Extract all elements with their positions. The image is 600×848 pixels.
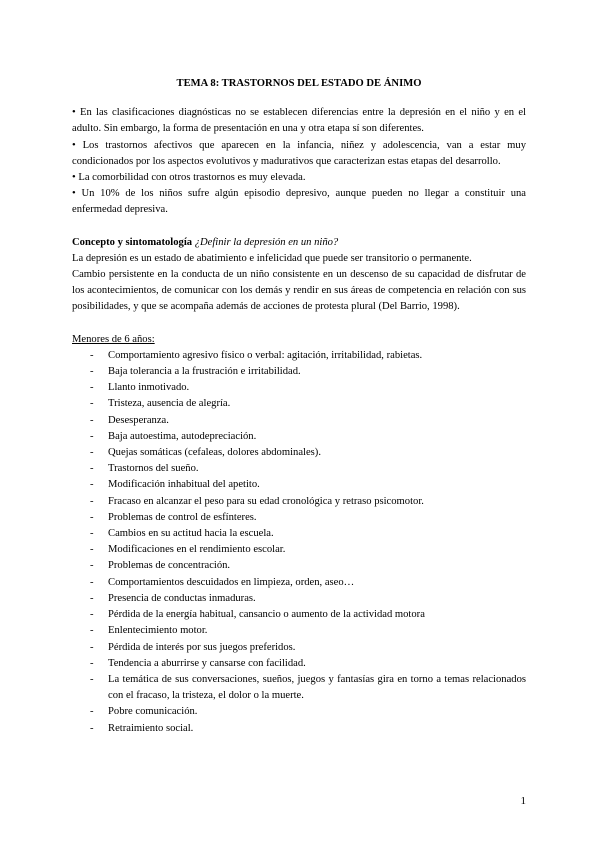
list-item-text: Tendencia a aburrirse y cansarse con facilidad.	[108, 657, 306, 669]
dash-marker: -	[90, 511, 94, 523]
dash-marker: -	[90, 592, 94, 604]
list-item-text: Baja tolerancia a la frustración e irritabilidad.	[108, 366, 301, 378]
dash-marker: -	[90, 463, 94, 475]
dash-marker: -	[90, 544, 94, 556]
list-item-text: Desesperanza.	[108, 414, 169, 426]
list-item	[72, 526, 526, 542]
dash-marker: -	[90, 673, 94, 685]
list-item-text: Quejas somáticas (cefaleas, dolores abdominales).	[108, 447, 321, 459]
section-heading-bold: Concepto y sintomatología	[72, 236, 193, 248]
page-number: 1	[520, 795, 526, 807]
list-item	[72, 348, 526, 364]
definition-paragraph: La depresión es un estado de abatimiento e infelicidad que puede ser transitorio o permanente.	[72, 252, 472, 264]
dash-marker: -	[90, 366, 94, 378]
list-item-text: La temática de sus conversaciones, sueños, juegos y fantasías gira en torno a temas relacionados con el fracaso, la tristeza, el dolor o la muerte.	[108, 673, 526, 702]
list-item	[72, 494, 526, 510]
intro-bullet: • En las clasificaciones diagnósticas no se establecen diferencias entre la depresión en el niño y en el adulto. Sin embargo, la forma de presentación en una y otra etapa sí son diferentes.	[72, 107, 526, 135]
document-page	[72, 76, 526, 737]
list-item-text: Fracaso en alcanzar el peso para su edad cronológica y retraso psicomotor.	[108, 495, 424, 507]
list-item-text: Pérdida de la energía habitual, cansancio o aumento de la actividad motora	[108, 609, 425, 621]
list-item-text: Comportamiento agresivo físico o verbal: agitación, irritabilidad, rabietas.	[108, 349, 423, 361]
intro-bullet: • La comorbilidad con otros trastornos es muy elevada.	[72, 172, 306, 184]
dash-marker: -	[90, 382, 94, 394]
list-item	[72, 380, 526, 396]
list-item	[72, 364, 526, 380]
dash-marker: -	[90, 414, 94, 426]
subsection-title	[72, 332, 526, 348]
dash-marker: -	[90, 576, 94, 588]
dash-marker: -	[90, 349, 94, 361]
definition-paragraph: Cambio persistente en la conducta de un niño consistente en un descenso de su capacidad de disfrutar de los acontecimientos, de comunicar con los demás y rendir en sus áreas de competencia en relación con sus posibilidades, y que se acompaña además de acciones de protesta plural (Del Barrio, 1998).	[72, 269, 526, 313]
dash-marker: -	[90, 495, 94, 507]
section-heading	[72, 235, 526, 251]
list-item	[72, 704, 526, 720]
list-item-text: Tristeza, ausencia de alegría.	[108, 398, 231, 410]
list-item	[72, 721, 526, 737]
dash-marker: -	[90, 722, 94, 734]
list-item	[72, 656, 526, 672]
list-item	[72, 396, 526, 412]
dash-marker: -	[90, 398, 94, 410]
list-item-text: Baja autoestima, autodepreciación.	[108, 430, 257, 442]
list-item	[72, 623, 526, 639]
list-item	[72, 575, 526, 591]
symptom-list	[72, 348, 526, 737]
dash-marker: -	[90, 447, 94, 459]
list-item	[72, 461, 526, 477]
list-item	[72, 413, 526, 429]
dash-marker: -	[90, 560, 94, 572]
list-item-text: Pobre comunicación.	[108, 706, 198, 718]
dash-marker: -	[90, 430, 94, 442]
intro-bullet: • Un 10% de los niños sufre algún episodio depresivo, aunque pueden no llegar a constituir una enfermedad depresiva.	[72, 188, 526, 216]
dash-marker: -	[90, 479, 94, 491]
list-item	[72, 640, 526, 656]
dash-marker: -	[90, 657, 94, 669]
subsection-title-text: Menores de 6 años:	[72, 333, 155, 345]
list-item-text: Comportamientos descuidados en limpieza, orden, aseo…	[108, 576, 355, 588]
list-item-text: Trastornos del sueño.	[108, 463, 199, 475]
list-item-text: Problemas de control de esfínteres.	[108, 511, 257, 523]
spacer	[72, 219, 526, 235]
section-heading-italic: ¿Definir la depresión en un niño?	[194, 236, 339, 248]
spacer	[72, 316, 526, 332]
list-item	[72, 510, 526, 526]
dash-marker: -	[90, 706, 94, 718]
list-item-text: Modificación inhabitual del apetito.	[108, 479, 260, 491]
list-item-text: Cambios en su actitud hacia la escuela.	[108, 528, 274, 540]
list-item	[72, 445, 526, 461]
dash-marker: -	[90, 609, 94, 621]
list-item	[72, 591, 526, 607]
page-title: TEMA 8: TRASTORNOS DEL ESTADO DE ÁNIMO	[176, 78, 422, 89]
list-item	[72, 542, 526, 558]
dash-marker: -	[90, 528, 94, 540]
list-item-text: Pérdida de interés por sus juegos preferidos.	[108, 641, 296, 653]
intro-bullet: • Los trastornos afectivos que aparecen en la infancia, niñez y adolescencia, van a estar muy condicionados por los aspectos evolutivos y madurativos que caracterizan estas etapas del desarrollo.	[72, 139, 526, 167]
list-item	[72, 429, 526, 445]
list-item-text: Llanto inmotivado.	[108, 382, 190, 394]
list-item-text: Modificaciones en el rendimiento escolar.	[108, 544, 286, 556]
list-item	[72, 477, 526, 493]
list-item-text: Retraimiento social.	[108, 722, 194, 734]
list-item-text: Presencia de conductas inmaduras.	[108, 592, 256, 604]
dash-marker: -	[90, 625, 94, 637]
list-item-text: Problemas de concentración.	[108, 560, 231, 572]
list-item	[72, 607, 526, 623]
list-item	[72, 672, 526, 704]
dash-marker: -	[90, 641, 94, 653]
list-item-text: Enlentecimiento motor.	[108, 625, 208, 637]
list-item	[72, 558, 526, 574]
